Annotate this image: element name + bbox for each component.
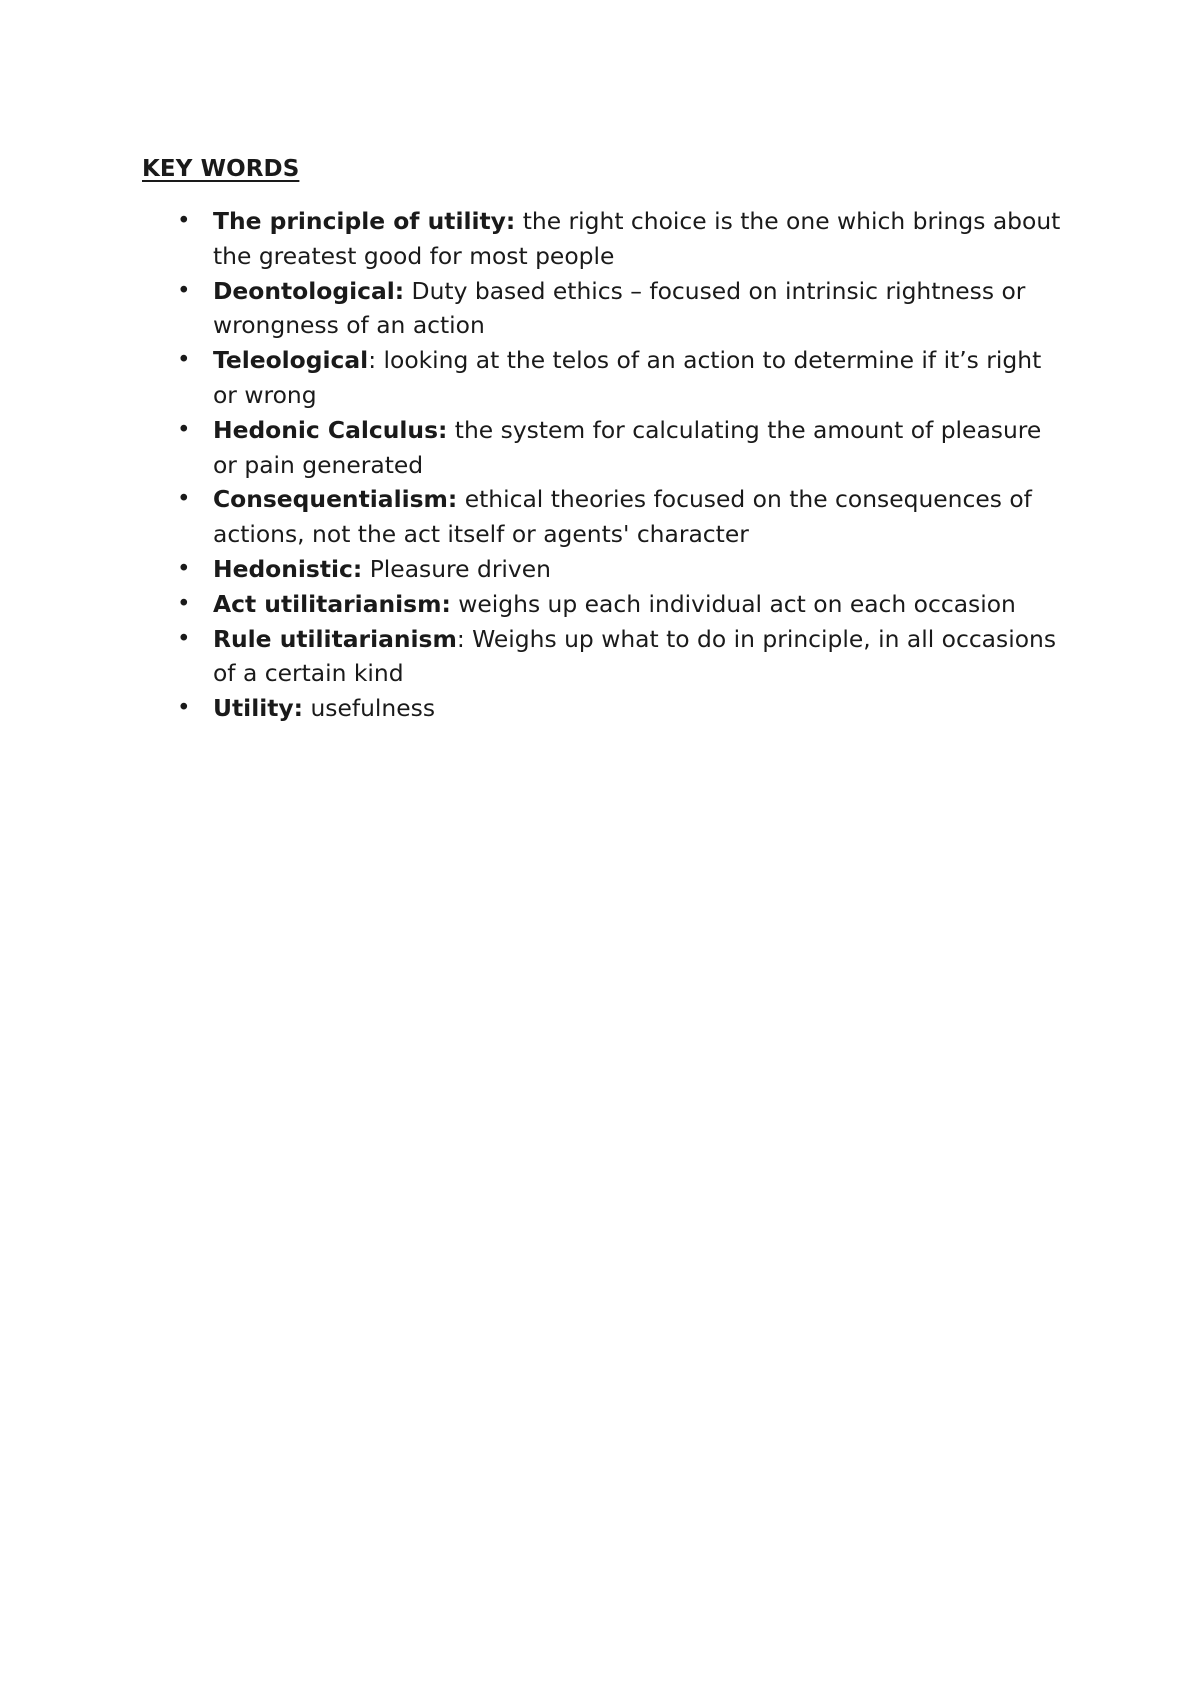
term-name: Rule utilitarianism — [213, 624, 457, 653]
term-name: Teleological — [213, 346, 369, 375]
term-definition: the system for calculating the amount of pleasure or pain generated — [213, 415, 1042, 479]
term-name: Act utilitarianism: — [213, 589, 451, 618]
term-name: Hedonic Calculus: — [213, 415, 448, 444]
bullet-icon: • — [177, 208, 191, 234]
list-item — [142, 691, 1062, 726]
page-heading: KEY WORDS — [142, 156, 300, 182]
term-definition: the right choice is the one which brings about the greatest good for most people — [213, 207, 1061, 270]
term-name: Hedonistic: — [213, 554, 363, 583]
list-item — [142, 413, 1062, 483]
bullet-icon: • — [177, 486, 191, 513]
list-item — [142, 204, 1062, 274]
list-item — [142, 552, 1062, 587]
term-name: Utility: — [213, 694, 304, 723]
list-item — [142, 343, 1062, 413]
bullet-icon: • — [177, 555, 191, 582]
term-definition: Pleasure driven — [362, 554, 551, 583]
term-name: Consequentialism: — [213, 485, 458, 514]
term-definition: ethical theories focused on the consequences of actions, not the act itself or agents' character — [213, 485, 1032, 549]
term-name: The principle of utility: — [213, 207, 516, 235]
list-item — [142, 622, 1062, 692]
term-definition: usefulness — [303, 694, 435, 723]
bullet-icon: • — [177, 590, 191, 617]
list-item — [142, 482, 1062, 552]
term-definition: weighs up each individual act on each occasion — [450, 589, 1016, 618]
term-definition: Duty based ethics – focused on intrinsic rightness or wrongness of an action — [213, 276, 1026, 340]
bullet-icon: • — [177, 625, 191, 652]
bullet-icon: • — [177, 277, 191, 304]
list-item — [142, 274, 1062, 344]
bullet-icon: • — [177, 347, 191, 374]
list-item — [142, 587, 1062, 622]
bullet-icon: • — [177, 695, 191, 722]
key-words-list — [142, 204, 1062, 726]
term-definition: : looking at the telos of an action to determine if it’s right or wrong — [213, 346, 1042, 409]
term-definition: : Weighs up what to do in principle, in all occasions of a certain kind — [213, 624, 1057, 688]
term-name: Deontological: — [213, 276, 405, 305]
bullet-icon: • — [177, 416, 191, 443]
